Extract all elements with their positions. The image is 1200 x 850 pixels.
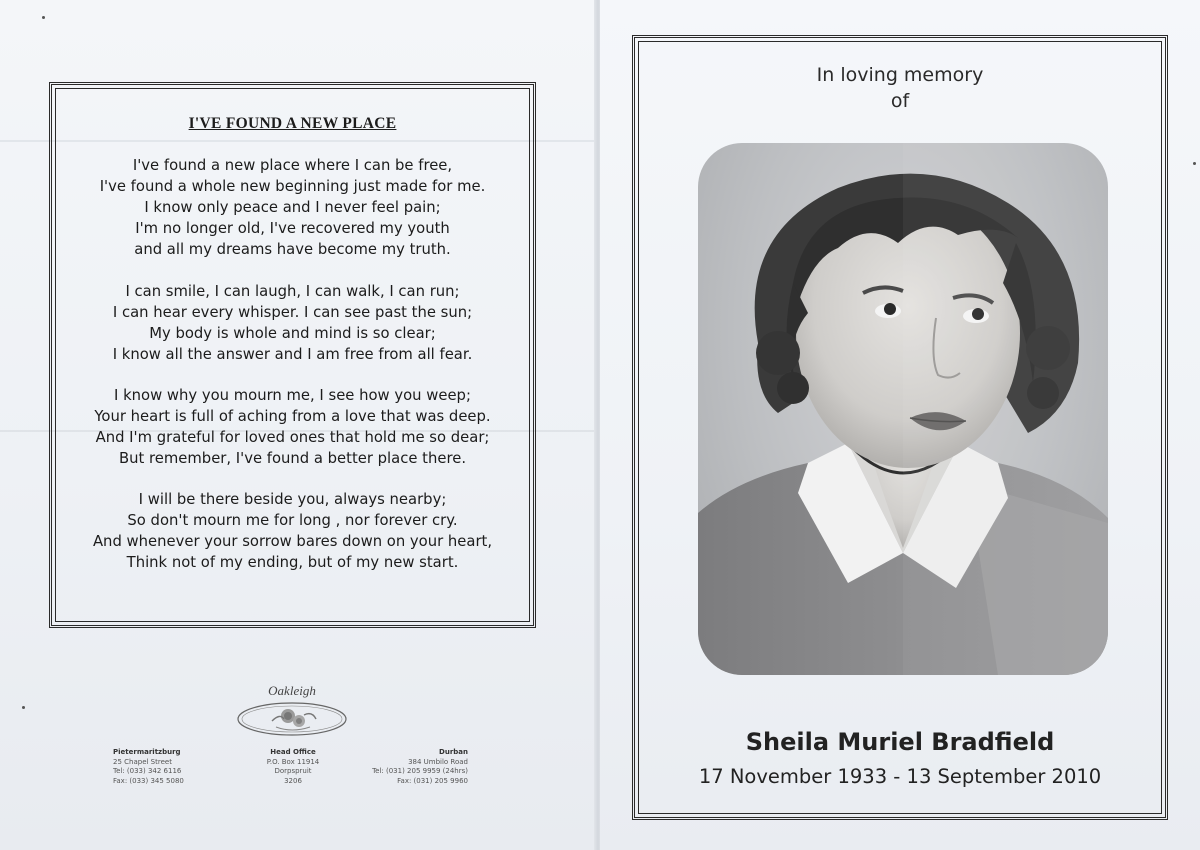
branch-line: Dorpspruit — [274, 767, 312, 775]
paper-speck — [42, 16, 45, 19]
branch-title: Pietermaritzburg — [113, 748, 181, 756]
branch-line: 25 Chapel Street — [113, 757, 172, 766]
poem-line: And whenever your sorrow bares down on your heart, — [92, 533, 493, 550]
poem-frame — [49, 82, 536, 628]
memorial-intro — [635, 62, 1165, 114]
poem-line: Think not of my ending, but of my new start. — [126, 554, 459, 571]
poem-stanza-3 — [52, 385, 533, 469]
paper-speck — [22, 706, 25, 709]
poem-line: My body is whole and mind is so clear; — [149, 325, 436, 342]
deceased-name: Sheila Muriel Bradfield — [745, 728, 1055, 756]
poem-line: I've found a whole new beginning just made for me. — [99, 178, 486, 195]
poem-line: I know why you mourn me, I see how you weep; — [114, 387, 471, 404]
poem-line: Your heart is full of aching from a love that was deep. — [94, 408, 491, 425]
funeral-home-logo — [236, 683, 348, 741]
branch-line: Tel: (031) 205 9959 (24hrs) — [372, 767, 468, 775]
poem-line: I can hear every whisper. I can see past the sun; — [112, 304, 473, 321]
poem-stanza-1 — [52, 155, 533, 260]
branch-line: Fax: (033) 345 5080 — [113, 776, 184, 785]
poem-stanza-2 — [52, 281, 533, 365]
branch-pietermaritzburg — [113, 748, 184, 786]
life-dates: 17 November 1933 - 13 September 2010 — [698, 765, 1102, 788]
poem-line: I've found a new place where I can be free, — [132, 157, 453, 174]
branch-line: Tel: (033) 342 6116 — [113, 767, 182, 775]
poem-line: And I'm grateful for loved ones that hold me so dear; — [95, 429, 490, 446]
branch-line: 3206 — [284, 776, 302, 785]
memorial-frame — [632, 35, 1168, 820]
poem-line: I'm no longer old, I've recovered my youth — [135, 220, 450, 237]
poem-line: I will be there beside you, always nearby; — [138, 491, 447, 508]
logo-text: Oakleigh — [268, 683, 316, 698]
poem-line: So don't mourn me for long , nor forever cry. — [127, 512, 458, 529]
portrait-photo — [698, 143, 1108, 675]
poem-title: I'VE FOUND A NEW PLACE — [188, 115, 397, 132]
poem-stanza-4 — [52, 489, 533, 573]
poem-line: I can smile, I can laugh, I can walk, I can run; — [125, 283, 460, 300]
poem-line: I know only peace and I never feel pain; — [144, 199, 441, 216]
branch-line: 384 Umbilo Road — [408, 757, 468, 766]
poem-line: and all my dreams have become my truth. — [134, 241, 451, 258]
branch-line: Fax: (031) 205 9960 — [397, 776, 468, 785]
intro-line: In loving memory — [816, 64, 984, 86]
intro-line: of — [890, 90, 910, 112]
branch-line: P.O. Box 11914 — [266, 757, 320, 766]
branch-head-office — [252, 748, 334, 786]
left-panel — [0, 0, 596, 850]
branch-durban — [350, 748, 468, 786]
poem-line: I know all the answer and I am free from all fear. — [112, 346, 473, 363]
branch-title: Durban — [439, 748, 468, 756]
poem-line: But remember, I've found a better place there. — [118, 450, 467, 467]
branch-title: Head Office — [270, 748, 316, 756]
paper-speck — [1193, 162, 1196, 165]
portrait-image — [698, 143, 1108, 675]
